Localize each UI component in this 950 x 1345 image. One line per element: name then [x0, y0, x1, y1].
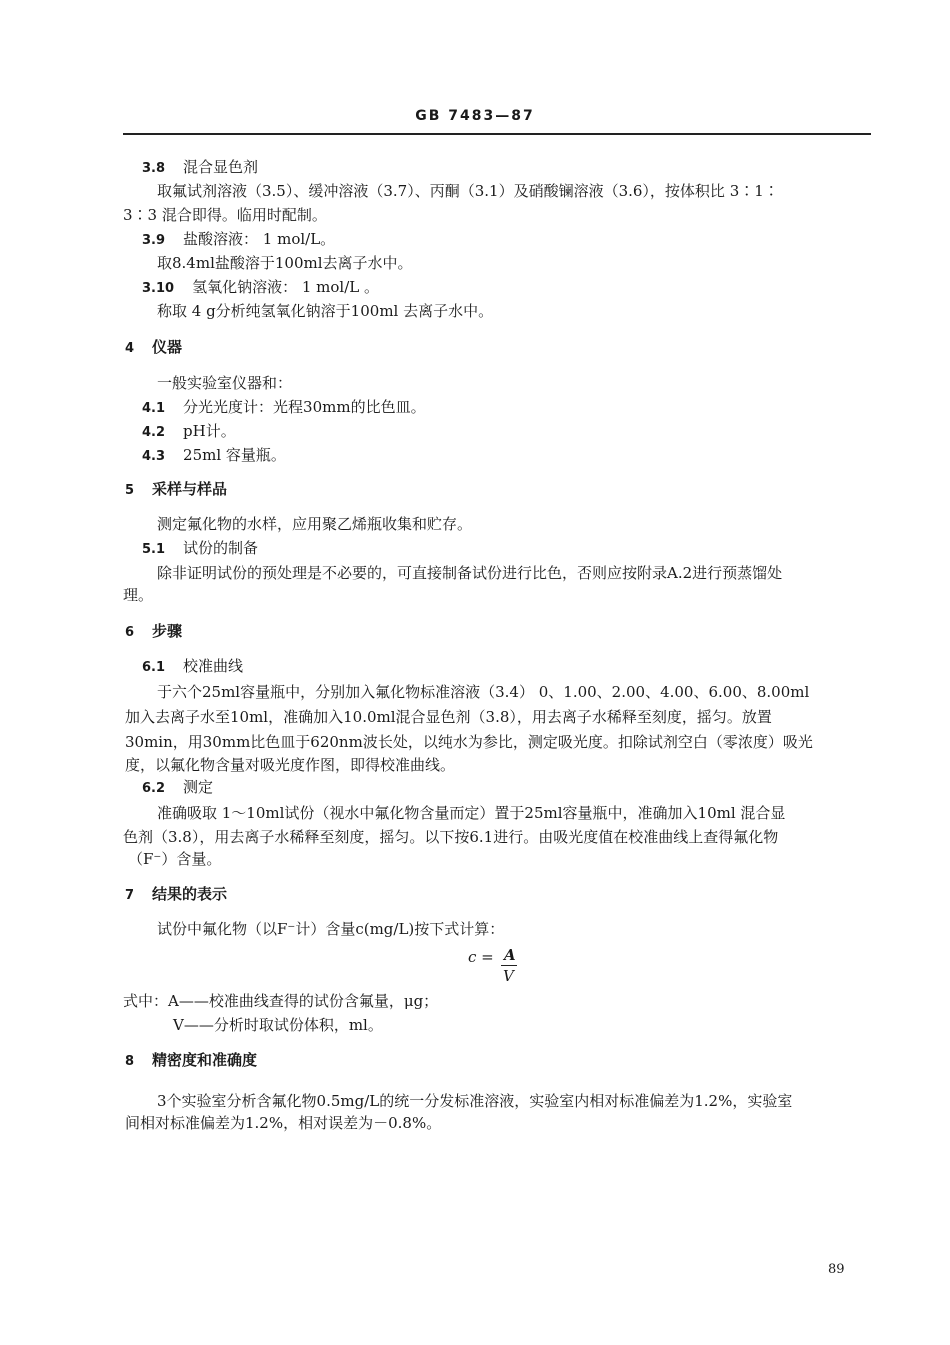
section-number: 6.1	[142, 660, 166, 675]
section-title: 采样与样品	[152, 480, 228, 498]
paragraph-line: 加入去离子水至10ml，准确加入10.0ml混合显色剂（3.8），用去离子水稀释至刻度，摇匀。放置	[125, 708, 772, 726]
section-8-heading	[125, 1049, 257, 1070]
section-title: 盐酸溶液： 1 mol/L。	[183, 230, 336, 248]
section-title: 步骤	[152, 622, 183, 640]
formula	[468, 946, 516, 985]
paragraph-line: 试份中氟化物（以F⁻计）含量c(mg/L)按下式计算：	[157, 920, 505, 938]
paragraph-line: 色剂（3.8），用去离子水稀释至刻度，摇匀。以下按6.1进行。由吸光度值在校准曲线上查得氟化物	[123, 828, 779, 846]
item-number: 4.2	[142, 425, 166, 440]
formula-numerator: A	[504, 946, 516, 964]
item-number: 4.3	[142, 449, 166, 464]
section-number: 7	[125, 888, 135, 903]
section-number: 3.8	[142, 161, 166, 176]
section-title: 氢氧化钠溶液： 1 mol/L 。	[192, 278, 379, 296]
page-number: 89	[828, 1262, 845, 1277]
paragraph-line: （F⁻）含量。	[128, 850, 222, 868]
header-rule	[123, 133, 871, 135]
section-title: 校准曲线	[183, 657, 244, 675]
section-title: 精密度和准确度	[152, 1051, 258, 1069]
item-4-3	[142, 444, 286, 465]
item-4-2	[142, 420, 236, 441]
where-line: V——分析时取试份体积，ml。	[173, 1016, 383, 1034]
section-number: 4	[125, 341, 135, 356]
section-6-2-heading	[142, 776, 213, 797]
item-4-1	[142, 396, 426, 417]
standard-header: GB 7483—87	[415, 108, 535, 124]
paragraph-line: 间相对标准偏差为1.2%，相对误差为－0.8%。	[125, 1114, 442, 1132]
section-number: 3.9	[142, 233, 166, 248]
formula-denominator: V	[503, 967, 514, 985]
paragraph-line: 取氟试剂溶液（3.5）、缓冲溶液（3.7）、丙酮（3.1）及硝酸镧溶液（3.6），按体积比 3∶1∶	[157, 182, 779, 200]
item-text: 分光光度计：光程30mm的比色皿。	[183, 398, 426, 416]
section-number: 6	[125, 625, 135, 640]
fraction-bar	[501, 965, 517, 966]
paragraph-line: 称取 4 g分析纯氢氧化钠溶于100ml 去离子水中。	[157, 302, 494, 320]
section-number: 6.2	[142, 781, 166, 796]
section-6-1-heading	[142, 655, 243, 676]
paragraph-line: 取8.4ml盐酸溶于100ml去离子水中。	[157, 254, 413, 272]
section-number: 5.1	[142, 542, 166, 557]
section-7-heading	[125, 883, 227, 904]
section-3-8-heading	[142, 156, 258, 177]
paragraph-line: 除非证明试份的预处理是不必要的，可直接制备试份进行比色，否则应按附录A.2进行预蒸馏处	[157, 564, 783, 582]
section-number: 5	[125, 483, 135, 498]
section-title: 混合显色剂	[183, 158, 259, 176]
paragraph-line: 测定氟化物的水样，应用聚乙烯瓶收集和贮存。	[157, 515, 473, 533]
paragraph-line: 度，以氟化物含量对吸光度作图，即得校准曲线。	[125, 756, 456, 774]
paragraph-line: 3∶3 混合即得。临用时配制。	[123, 206, 327, 224]
item-number: 4.1	[142, 401, 166, 416]
paragraph-line: 一般实验室仪器和：	[157, 374, 293, 392]
paragraph-line: 30min，用30mm比色皿于620nm波长处，以纯水为参比，测定吸光度。扣除试剂空白（零浓度）吸光	[125, 733, 813, 751]
section-3-10-heading	[142, 276, 379, 297]
section-6-heading	[125, 620, 182, 641]
formula-lhs: c =	[468, 948, 494, 966]
section-title: 仪器	[152, 338, 183, 356]
section-5-1-heading	[142, 537, 258, 558]
section-number: 8	[125, 1054, 135, 1069]
section-5-heading	[125, 478, 227, 499]
paragraph-line: 理。	[123, 586, 154, 604]
section-4-heading	[125, 336, 182, 357]
paragraph-line: 准确吸取 1～10ml试份（视水中氟化物含量而定）置于25ml容量瓶中，准确加入10ml 混合显	[157, 804, 786, 822]
section-title: 试份的制备	[183, 539, 259, 557]
item-text: 25ml 容量瓶。	[183, 446, 286, 464]
section-title: 测定	[183, 778, 214, 796]
where-line: 式中：A——校准曲线查得的试份含氟量，μg；	[123, 992, 439, 1010]
paragraph-line: 3个实验室分析含氟化物0.5mg/L的统一分发标准溶液，实验室内相对标准偏差为1.2%，实验室	[157, 1092, 793, 1110]
paragraph-line: 于六个25ml容量瓶中，分别加入氟化物标准溶液（3.4） 0、1.00、2.00、4.00、6.00、8.00ml	[157, 683, 810, 701]
section-number: 3.10	[142, 281, 175, 296]
item-text: pH计。	[183, 422, 236, 440]
section-3-9-heading	[142, 228, 335, 249]
section-title: 结果的表示	[152, 885, 228, 903]
